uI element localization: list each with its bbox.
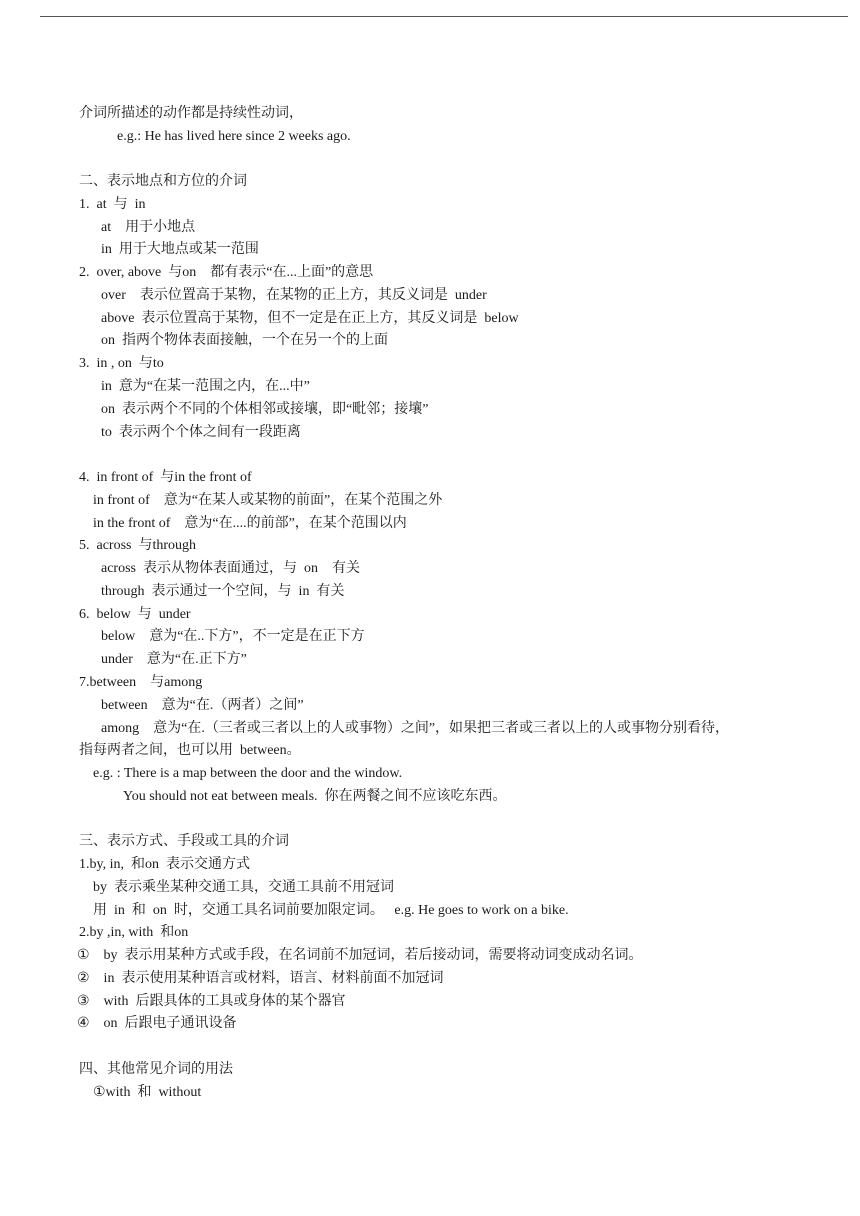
text-line: to 表示两个个体之间有一段距离 bbox=[101, 425, 301, 440]
example-line: e.g. : There is a map between the door and the window. bbox=[93, 766, 403, 781]
text-line: above 表示位置高于某物，但不一定是在正上方，其反义词是 below bbox=[101, 311, 519, 326]
item-heading: 2. over, above 与on 都有表示“在...上面”的意思 bbox=[79, 265, 374, 280]
section-heading: 四、其他常见介词的用法 bbox=[79, 1062, 233, 1077]
header-rule bbox=[40, 16, 848, 17]
text-line: in 意为“在某一范围之内，在...中” bbox=[101, 379, 310, 394]
list-item: ② in 表示使用某种语言或材料，语言、材料前面不加冠词 bbox=[77, 971, 444, 986]
item-heading: 1. at 与 in bbox=[79, 197, 146, 212]
text-line: across 表示从物体表面通过，与 on 有关 bbox=[101, 561, 360, 576]
text-line: in front of 意为“在某人或某物的前面”，在某个范围之外 bbox=[93, 493, 443, 508]
text-line: under 意为“在.正下方” bbox=[101, 652, 247, 667]
text-line: 用 in 和 on 时，交通工具名词前要加限定词。 e.g. He goes to work on a bike. bbox=[93, 903, 569, 918]
item-heading: 4. in front of 与in the front of bbox=[79, 470, 252, 485]
item-heading: ①with 和 without bbox=[93, 1085, 202, 1100]
item-heading: 2.by ,in, with 和on bbox=[79, 925, 189, 940]
text-line: at 用于小地点 bbox=[101, 220, 196, 235]
text-line: below 意为“在..下方”，不一定是在正下方 bbox=[101, 629, 365, 644]
item-heading: 6. below 与 under bbox=[79, 607, 191, 622]
section-heading: 三、表示方式、手段或工具的介词 bbox=[79, 834, 289, 849]
text-line: over 表示位置高于某物，在某物的正上方，其反义词是 under bbox=[101, 288, 487, 303]
example-line: e.g.: He has lived here since 2 weeks ago. bbox=[117, 129, 351, 144]
text-line: in 用于大地点或某一范围 bbox=[101, 242, 259, 257]
text-line: on 指两个物体表面接触，一个在另一个的上面 bbox=[101, 333, 388, 348]
list-item: ① by 表示用某种方式或手段，在名词前不加冠词，若后接动词，需要将动词变成动名词。 bbox=[77, 948, 643, 963]
text-line: through 表示通过一个空间，与 in 有关 bbox=[101, 584, 345, 599]
text-line: by 表示乘坐某种交通工具，交通工具前不用冠词 bbox=[93, 880, 394, 895]
text-line: between 意为“在.（两者）之间” bbox=[101, 698, 304, 713]
section-heading: 二、表示地点和方位的介词 bbox=[79, 174, 247, 189]
text-line: among 意为“在.（三者或三者以上的人或事物）之间”，如果把三者或三者以上的人或事物分别看待， bbox=[101, 721, 730, 736]
list-item: ④ on 后跟电子通讯设备 bbox=[77, 1016, 237, 1031]
text-line: 介词所描述的动作都是持续性动词， bbox=[79, 106, 303, 121]
example-line: You should not eat between meals. 你在两餐之间不应该吃东西。 bbox=[123, 789, 507, 804]
item-heading: 1.by, in, 和on 表示交通方式 bbox=[79, 857, 250, 872]
text-line: in the front of 意为“在....的前部”，在某个范围以内 bbox=[93, 516, 407, 531]
item-heading: 7.between 与among bbox=[79, 675, 203, 690]
item-heading: 3. in , on 与to bbox=[79, 356, 164, 371]
item-heading: 5. across 与through bbox=[79, 538, 197, 553]
text-line: 指每两者之间，也可以用 between。 bbox=[79, 743, 301, 758]
list-item: ③ with 后跟具体的工具或身体的某个器官 bbox=[77, 994, 346, 1009]
text-line: on 表示两个不同的个体相邻或接壤，即“毗邻；接壤” bbox=[101, 402, 429, 417]
